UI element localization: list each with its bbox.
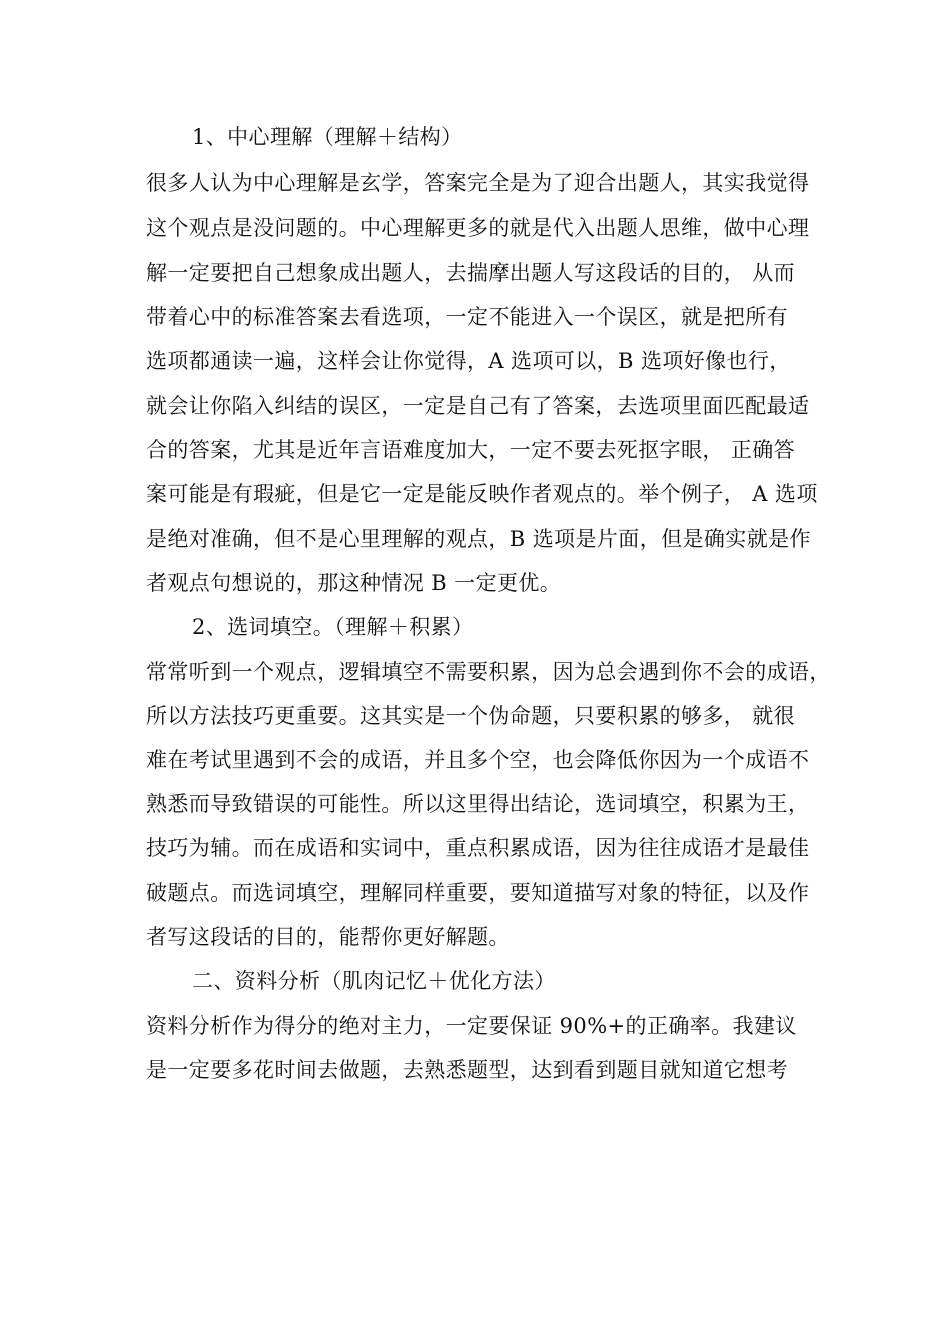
section-heading-word-filling: 2、选词填空。（理解＋积累）: [192, 615, 474, 639]
paragraph-line: 技巧为辅。而在成语和实词中，重点积累成语，因为往往成语才是最佳: [146, 836, 810, 860]
paragraph-line: 熟悉而导致错误的可能性。所以这里得出结论，选词填空，积累为王，: [146, 792, 810, 816]
paragraph-line: 这个观点是没问题的。中心理解更多的就是代入出题人思维，做中心理: [146, 216, 810, 240]
paragraph-line: 案可能是有瑕疵，但是它一定是能反映作者观点的。举个例子， A 选项: [146, 482, 818, 506]
paragraph-line: 带着心中的标准答案去看选项，一定不能进入一个误区，就是把所有: [146, 305, 788, 329]
paragraph-line: 资料分析作为得分的绝对主力，一定要保证 90%+的正确率。我建议: [146, 1014, 797, 1038]
paragraph-line: 是一定要多花时间去做题，去熟悉题型，达到看到题目就知道它想考: [146, 1058, 788, 1082]
paragraph-line: 者观点句想说的，那这种情况 B 一定更优。: [146, 571, 562, 595]
paragraph-line: 者写这段话的目的，能帮你更好解题。: [146, 925, 510, 949]
paragraph-line: 很多人认为中心理解是玄学，答案完全是为了迎合出题人，其实我觉得: [146, 171, 810, 195]
paragraph-line: 解一定要把自己想象成出题人，去揣摩出题人写这段话的目的， 从而: [146, 261, 796, 285]
paragraph-line: 是绝对准确，但不是心里理解的观点，B 选项是片面，但是确实就是作: [146, 527, 811, 551]
paragraph-line: 破题点。而选词填空，理解同样重要，要知道描写对象的特征，以及作: [146, 881, 810, 905]
paragraph-line: 难在考试里遇到不会的成语，并且多个空，也会降低你因为一个成语不: [146, 748, 810, 772]
paragraph-line: 常常听到一个观点，逻辑填空不需要积累，因为总会遇到你不会的成语，: [146, 660, 831, 684]
paragraph-line: 就会让你陷入纠结的误区，一定是自己有了答案，去选项里面匹配最适: [146, 394, 810, 418]
paragraph-line: 选项都通读一遍，这样会让你觉得，A 选项可以，B 选项好像也行，: [146, 349, 791, 373]
section-heading-center-understanding: 1、中心理解（理解＋结构）: [192, 125, 463, 149]
paragraph-line: 合的答案，尤其是近年言语难度加大，一定不要去死抠字眼， 正确答: [146, 438, 796, 462]
section-heading-data-analysis: 二、资料分析（肌肉记忆＋优化方法）: [192, 969, 556, 993]
paragraph-line: 所以方法技巧更重要。这其实是一个伪命题，只要积累的够多， 就很: [146, 704, 796, 728]
